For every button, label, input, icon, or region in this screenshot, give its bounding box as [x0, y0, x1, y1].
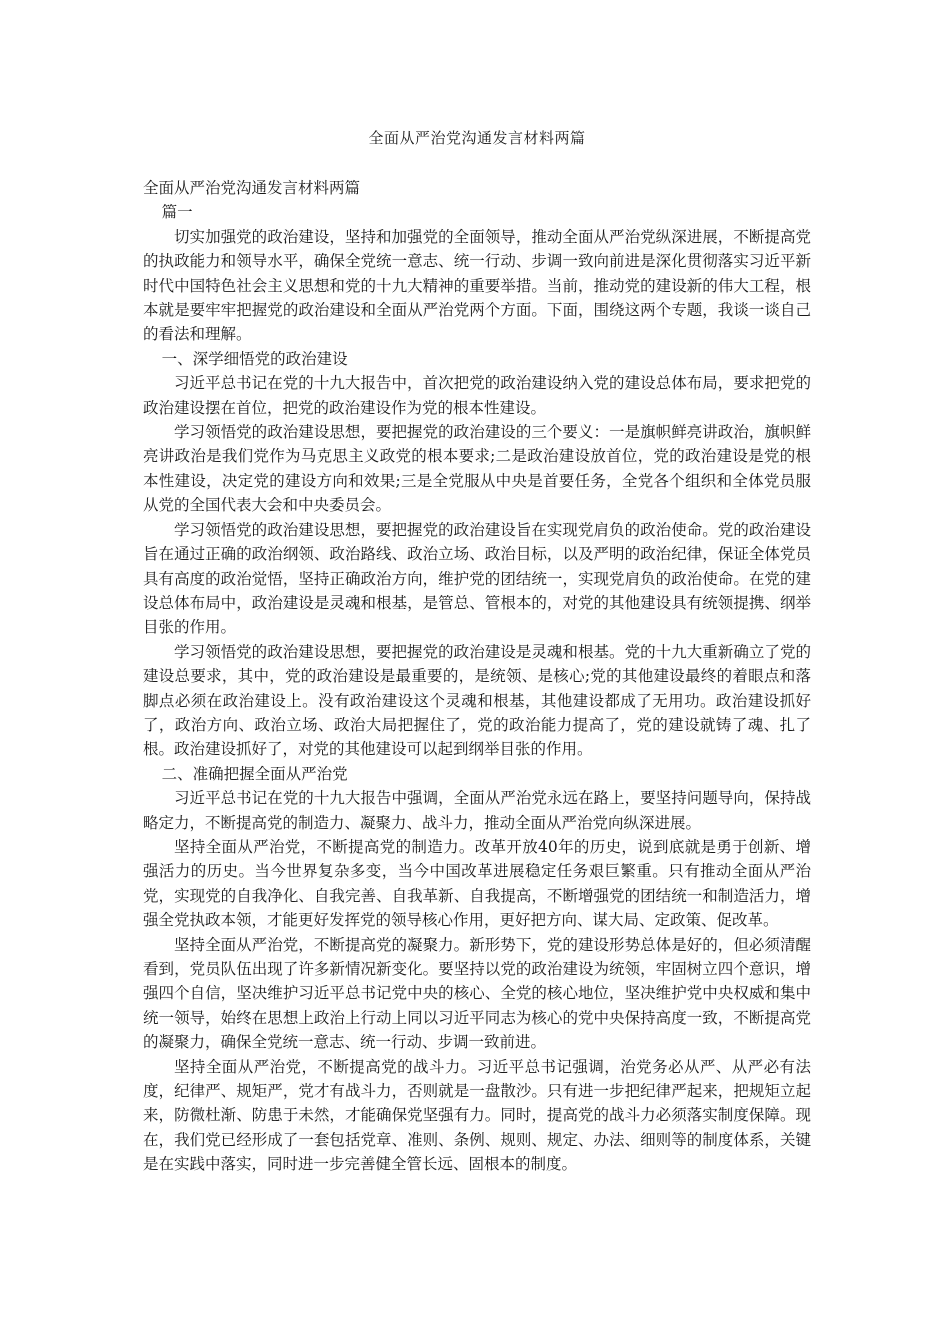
- paragraph: 学习领悟党的政治建设思想，要把握党的政治建设是灵魂和根基。党的十九大重新确立了党的建设总要求，其中，党的政治建设是最重要的，是统领、是核心;党的其他建设最终的着眼点和落脚点必须在政治建设上。没有政治建设这个灵魂和根基，其他建设都成了无用功。政治建设抓好了，政治方向、政治立场、政治大局把握住了，党的政治能力提高了，党的建设就铸了魂、扎了根。政治建设抓好了，对党的其他建设可以起到纲举目张的作用。: [143, 642, 811, 759]
- paragraph: 习近平总书记在党的十九大报告中，首次把党的政治建设纳入党的建设总体布局，要求把党的政治建设摆在首位，把党的政治建设作为党的根本性建设。: [143, 374, 811, 417]
- paragraph: 习近平总书记在党的十九大报告中强调，全面从严治党永远在路上，要坚持问题导向，保持战略定力，不断提高党的制造力、凝聚力、战斗力，推动全面从严治党向纵深进展。: [143, 789, 811, 832]
- paragraph: 学习领悟党的政治建设思想，要把握党的政治建设的三个要义：一是旗帜鲜亮讲政治，旗帜鲜亮讲政治是我们党作为马克思主义政党的根本要求;二是政治建设放首位，党的政治建设是党的根本性建设，决定党的建设方向和效果;三是全党服从中央是首要任务，全党各个组织和全体党员服从党的全国代表大会和中央委员会。: [143, 423, 811, 515]
- paragraph: 切实加强党的政治建设，坚持和加强党的全面领导，推动全面从严治党纵深进展，不断提高党的执政能力和领导水平，确保全党统一意志、统一行动、步调一致向前进是深化贯彻落实习近平新时代中国特色社会主义思想和党的十九大精神的重要举措。当前，推动党的建设新的伟大工程，根本就是要牢牢把握党的政治建设和全面从严治党两个方面。下面，围绕这两个专题，我谈一谈自己的看法和理解。: [143, 227, 811, 344]
- paragraph: 坚持全面从严治党，不断提高党的凝聚力。新形势下，党的建设形势总体是好的，但必须清醒看到，党员队伍出现了许多新情况新变化。要坚持以党的政治建设为统领，牢固树立四个意识，增强四个自信，坚决维护习近平总书记党中央的核心、全党的核心地位，坚决维护党中央权威和集中统一领导，始终在思想上政治上行动上同以习近平同志为核心的党中央保持高度一致，不断提高党的凝聚力，确保全党统一意志、统一行动、步调一致前进。: [143, 935, 811, 1052]
- document-title: 全面从严治党沟通发言材料两篇: [368, 129, 586, 147]
- section-heading: 一、深学细悟党的政治建设: [161, 349, 348, 368]
- paragraph: 坚持全面从严治党，不断提高党的战斗力。习近平总书记强调，治党务必从严、从严必有法度，纪律严、规矩严，党才有战斗力，否则就是一盘散沙。只有进一步把纪律严起来，把规矩立起来，防微杜渐、防患于未然，才能确保党坚强有力。同时，提高党的战斗力必须落实制度保障。现在，我们党已经形成了一套包括党章、准则、条例、规则、规定、办法、细则等的制度体系，关键是在实践中落实，同时进一步完善健全管长远、固根本的制度。: [143, 1057, 811, 1174]
- paragraph: 坚持全面从严治党，不断提高党的制造力。改革开放40年的历史，说到底就是勇于创新、增强活力的历史。当今世界复杂多变，当今中国改革进展稳定任务艰巨繁重。只有推动全面从严治党，实现党的自我净化、自我完善、自我革新、自我提高，不断增强党的团结统一和制造活力，增强全党执政本领，才能更好发挥党的领导核心作用，更好把方向、谋大局、定政策、促改革。: [143, 837, 811, 930]
- document-body: [143, 176, 811, 1177]
- document-subtitle: 全面从严治党沟通发言材料两篇: [143, 179, 361, 197]
- paragraph: 学习领悟党的政治建设思想，要把握党的政治建设旨在实现党肩负的政治使命。党的政治建设旨在通过正确的政治纲领、政治路线、政治立场、政治目标，以及严明的政治纪律，保证全体党员具有高度的政治觉悟，坚持正确政治方向，维护党的团结统一，实现党肩负的政治使命。在党的建设总体布局中，政治建设是灵魂和根基，是管总、管根本的，对党的其他建设具有统领提携、纲举目张的作用。: [143, 520, 811, 637]
- part-label: 篇一: [161, 203, 193, 222]
- section-heading: 二、准确把握全面从严治党: [161, 764, 348, 783]
